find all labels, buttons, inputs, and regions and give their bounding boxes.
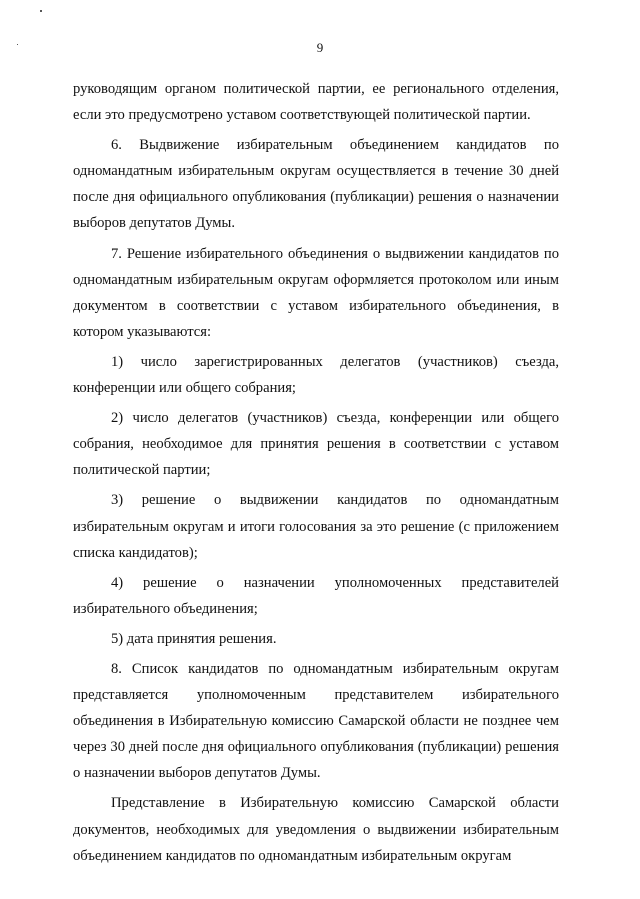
page-number: 9 (316, 40, 324, 55)
subitem-5: 5) дата принятия решения. (111, 630, 277, 647)
paragraph-item-7: 7. Решение избирательного объединения о выдвижении кандидатов по одномандатным избирательным округам оформляется протоколом или иным документом в соответствии с уставом избирательного объединения, в котором указываются: (73, 245, 559, 340)
subitem-4: 4) решение о назначении уполномоченных представителей избирательного объединения; (73, 574, 559, 617)
paragraph-item-8: 8. Список кандидатов по одномандатным избирательным округам представляется уполномоченным представителем избирательного объединения в Избирательную комиссию Самарской области не позднее чем через 30 дней после дня официального опубликования (публикации) решения о назначении выборов депутатов Думы. (73, 660, 559, 782)
paragraph-submission: Представление в Избирательную комиссию Самарской области документов, необходимых для уведомления о выдвижении избирательным объединением кандидатов по одномандатным избирательным округам (73, 795, 559, 864)
subitem-1: 1) число зарегистрированных делегатов (участников) съезда, конференции или общего собрания; (73, 353, 559, 397)
subitem-3: 3) решение о выдвижении кандидатов по одномандатным избирательным округам и итоги голосования за это решение (с приложением списка кандидатов); (73, 492, 559, 561)
subitem-2: 2) число делегатов (участников) съезда, конференции или общего собрания, необходимое для принятия решения в соответствии с уставом политической партии; (73, 410, 559, 479)
paragraph-item-6: 6. Выдвижение избирательным объединением кандидатов по одномандатным избирательным округам осуществляется в течение 30 дней после дня официального опубликования (публикации) решения о назначении выборов депутатов Думы. (73, 137, 559, 232)
paragraph-continuation: руководящим органом политической партии, ее регионального отделения, если это предусмотрено уставом соответствующей политической партии. (73, 81, 559, 124)
scan-speck (40, 10, 42, 12)
document-body (73, 76, 559, 869)
